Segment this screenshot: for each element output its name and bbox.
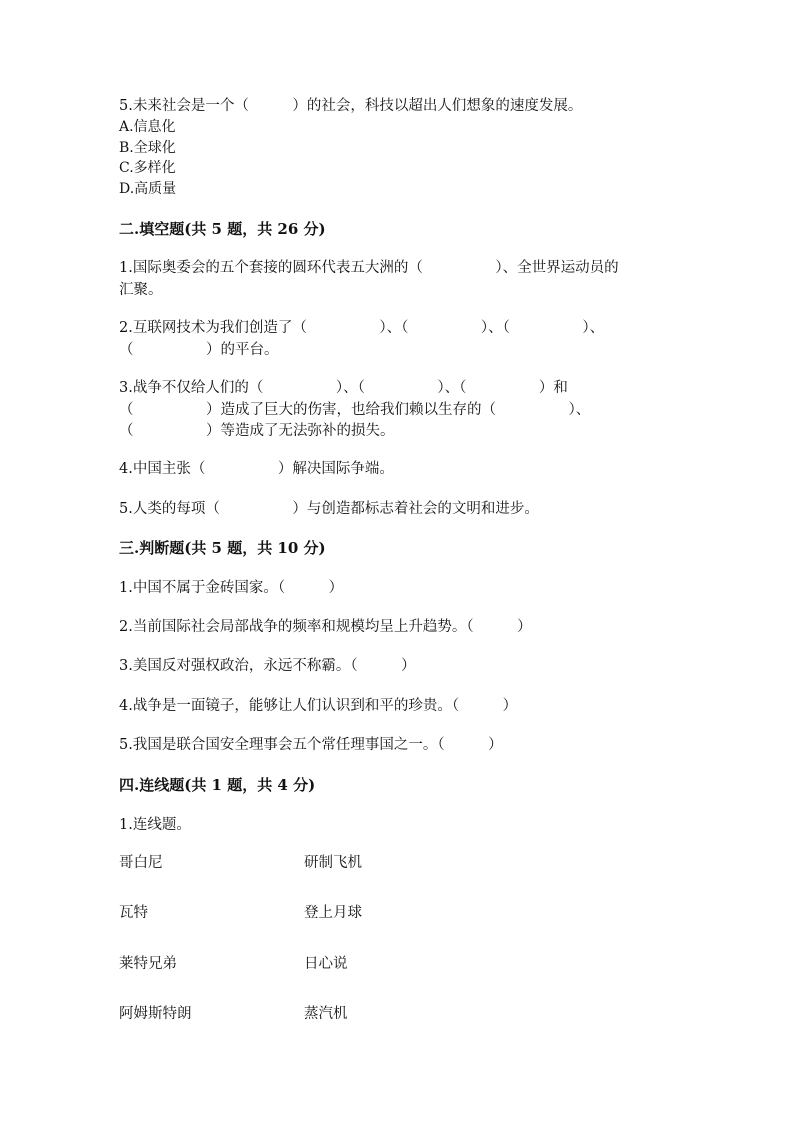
- choice-q5-option-d: D.高质量: [119, 181, 177, 197]
- fill-q3-line2: （ ）造成了巨大的伤害，也给我们赖以生存的（ ）、: [119, 402, 591, 418]
- choice-q5-stem: 5.未来社会是一个（ ）的社会，科技以超出人们想象的速度发展。: [119, 98, 583, 114]
- fill-q2-line2: （ ）的平台。: [119, 342, 279, 358]
- fill-q3-line1: 3.战争不仅给人们的（ ）、（ ）、（ ）和: [119, 380, 568, 396]
- match-left-item: 哥白尼: [119, 855, 163, 871]
- match-right-item: 研制飞机: [304, 855, 362, 871]
- judge-q1: 1.中国不属于金砖国家。（ ）: [119, 580, 344, 596]
- fill-q2-line1: 2.互联网技术为我们创造了（ ）、（ ）、（ ）、: [119, 320, 605, 336]
- judge-q3: 3.美国反对强权政治，永远不称霸。（ ）: [119, 658, 416, 674]
- match-right-item: 蒸汽机: [304, 1006, 348, 1022]
- fill-q5: 5.人类的每项（ ）与创造都标志着社会的文明和进步。: [119, 501, 539, 517]
- fill-section-heading: 二.填空题(共 5 题，共 26 分): [119, 220, 326, 238]
- fill-q1-line2: 汇聚。: [119, 282, 163, 298]
- match-right-item: 日心说: [304, 956, 348, 972]
- match-right-item: 登上月球: [304, 905, 362, 921]
- fill-q1-line1: 1.国际奥委会的五个套接的圆环代表五大洲的（ ）、全世界运动员的: [119, 260, 619, 276]
- choice-q5-option-b: B.全球化: [119, 140, 176, 156]
- match-prompt: 1.连线题。: [119, 817, 191, 833]
- fill-q3-line3: （ ）等造成了无法弥补的损失。: [119, 423, 395, 439]
- fill-q4: 4.中国主张（ ）解决国际争端。: [119, 461, 394, 477]
- choice-q5-option-a: A.信息化: [119, 119, 176, 135]
- judge-section-heading: 三.判断题(共 5 题，共 10 分): [119, 539, 326, 557]
- judge-q4: 4.战争是一面镜子，能够让人们认识到和平的珍贵。（ ）: [119, 698, 518, 714]
- choice-q5-option-c: C.多样化: [119, 160, 176, 176]
- match-left-item: 莱特兄弟: [119, 956, 177, 972]
- match-left-item: 瓦特: [119, 905, 148, 921]
- match-section-heading: 四.连线题(共 1 题，共 4 分): [119, 776, 316, 794]
- judge-q5: 5.我国是联合国安全理事会五个常任理事国之一。（ ）: [119, 737, 503, 753]
- judge-q2: 2.当前国际社会局部战争的频率和规模均呈上升趋势。（ ）: [119, 619, 532, 635]
- match-left-item: 阿姆斯特朗: [119, 1006, 192, 1022]
